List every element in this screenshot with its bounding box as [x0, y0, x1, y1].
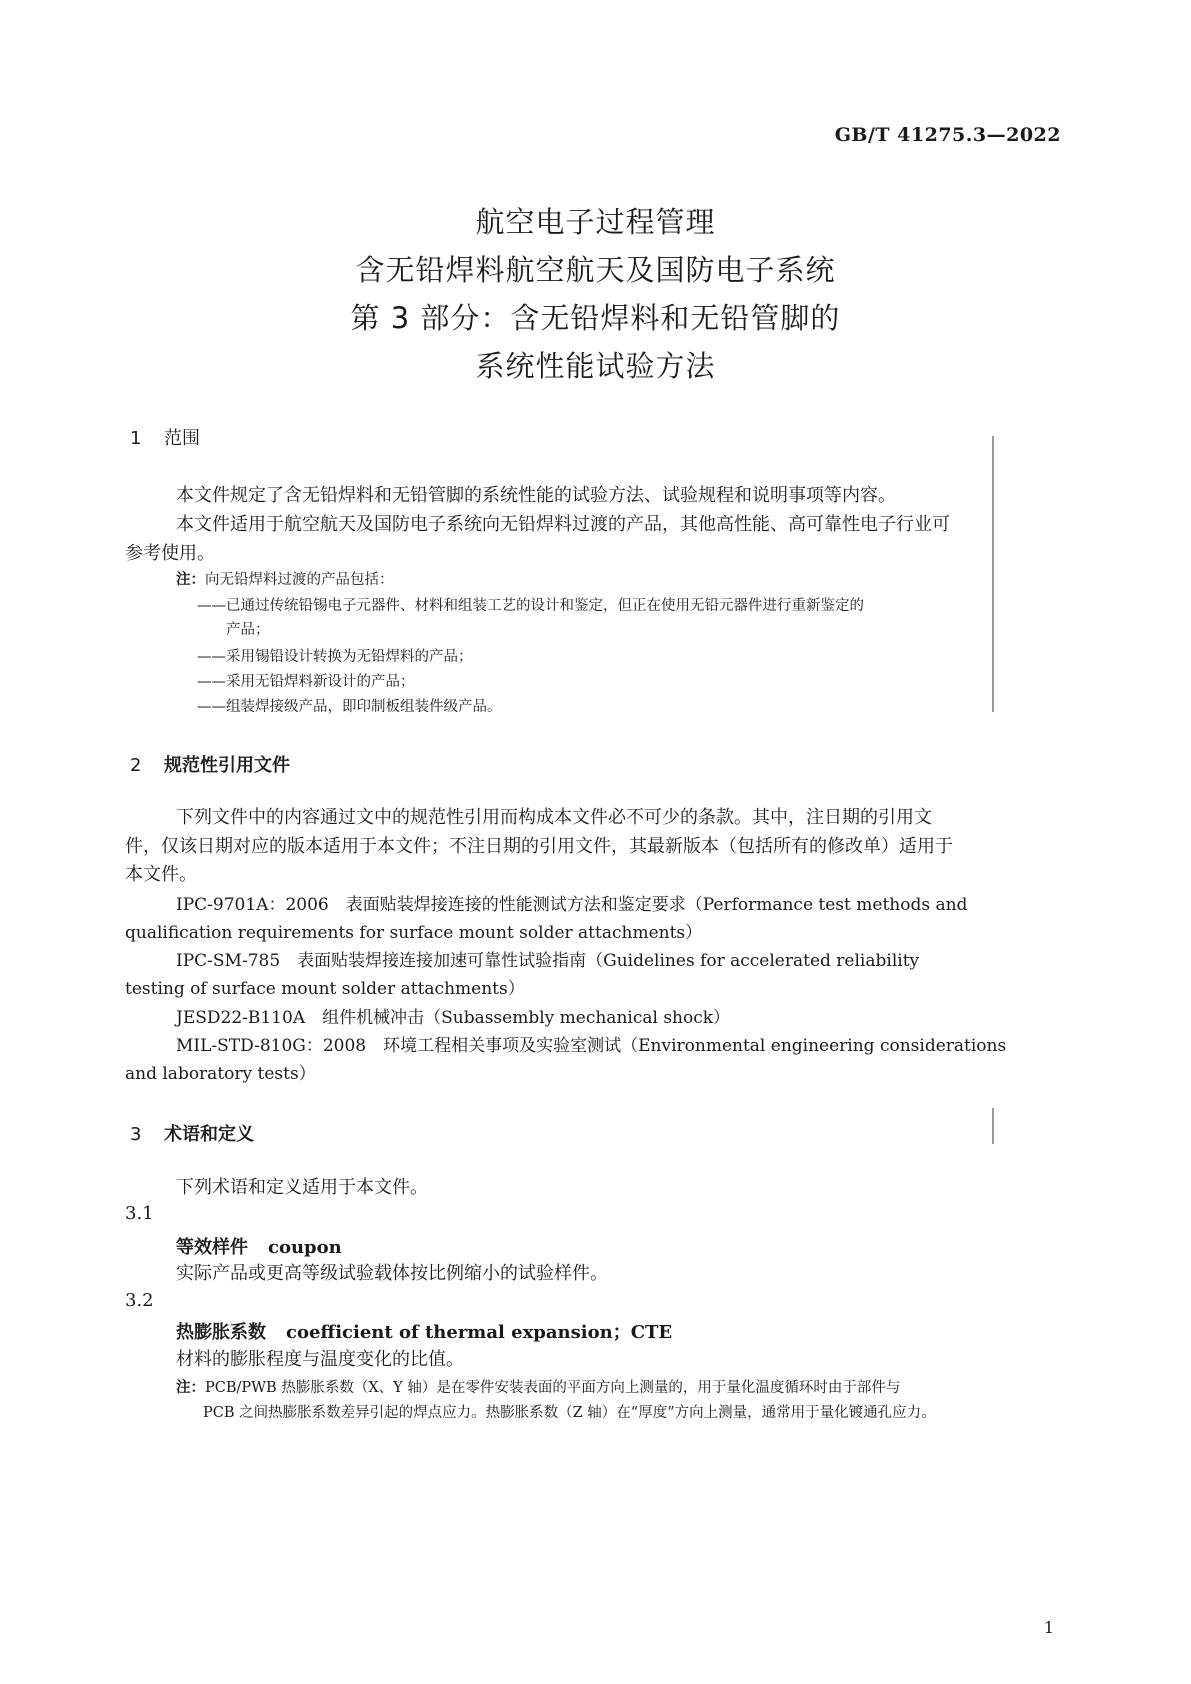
ref-4-b: and laboratory tests） — [125, 1064, 316, 1084]
section-1-para-2b: 参考使用。 — [125, 543, 215, 564]
ref-2-a: IPC-SM-785 表面贴装焊接连接加速可靠性试验指南（Guidelines for accelerated reliability — [176, 951, 920, 971]
ref-2-b: testing of surface mount solder attachments） — [125, 979, 525, 999]
term-2-definition: 材料的膨胀程度与温度变化的比值。 — [176, 1349, 464, 1370]
note-item-1: ——已通过传统铅锡电子元器件、材料和组装工艺的设计和鉴定，但正在使用无铅元器件进行重新鉴定的 — [197, 598, 864, 614]
note-item-2: ——采用锡铅设计转换为无铅焊料的产品； — [197, 649, 473, 665]
note-item-3: ——采用无铅焊料新设计的产品； — [197, 674, 415, 690]
note-text: 向无铅焊料过渡的产品包括： — [205, 572, 394, 588]
note-item-1-cont: 产品； — [226, 622, 270, 638]
note-label: 注： — [176, 572, 205, 588]
title-line-2: 含无铅焊料航空航天及国防电子系统 — [355, 253, 836, 287]
note-item-4: ——组装焊接级产品，即印制板组装件级产品。 — [197, 699, 502, 715]
doc-title — [0, 198, 1191, 390]
term-1-heading — [176, 1233, 342, 1259]
ref-1-a: IPC-9701A：2006 表面贴装焊接连接的性能测试方法和鉴定要求（Performance test methods and — [176, 895, 968, 915]
page-number: 1 — [1043, 1618, 1054, 1637]
section-1-para-1: 本文件规定了含无铅焊料和无铅管脚的系统性能的试验方法、试验规程和说明事项等内容。 — [176, 485, 896, 506]
section-2-para-c: 本文件。 — [125, 864, 197, 885]
note-line-1: PCB/PWB 热膨胀系数（X、Y 轴）是在零件安装表面的平面方向上测量的，用于量化温度循环时由于部件与 — [205, 1380, 901, 1396]
section-3-heading — [130, 1120, 254, 1146]
term-2-heading — [176, 1318, 672, 1344]
title-line-4: 系统性能试验方法 — [475, 349, 716, 383]
section-1-para-2a: 本文件适用于航空航天及国防电子系统向无铅焊料过渡的产品，其他高性能、高可靠性电子行业可 — [176, 514, 950, 535]
section-3-intro: 下列术语和定义适用于本文件。 — [176, 1177, 428, 1198]
standard-code: GB/T 41275.3—2022 — [834, 124, 1061, 146]
section-2-title: 规范性引用文件 — [164, 755, 290, 776]
ref-4-a: MIL-STD-810G：2008 环境工程相关事项及实验室测试（Environmental engineering considerations — [176, 1036, 1007, 1056]
section-1-note — [176, 568, 394, 593]
title-line-1: 航空电子过程管理 — [475, 205, 716, 239]
section-2-heading — [130, 751, 290, 777]
note-line-2: PCB 之间热膨胀系数差异引起的焊点应力。热膨胀系数（Z 轴）在“厚度”方向上测量，通常用于量化镀通孔应力。 — [203, 1405, 936, 1421]
section-3-note — [176, 1376, 900, 1401]
change-bar — [992, 1108, 994, 1144]
section-3-title: 术语和定义 — [164, 1124, 254, 1145]
ref-3-a: JESD22-B110A 组件机械冲击（Subassembly mechanical shock） — [176, 1008, 731, 1028]
term-1-definition: 实际产品或更高等级试验载体按比例缩小的试验样件。 — [176, 1263, 608, 1284]
change-bar — [992, 436, 994, 712]
section-3-number: 3 — [130, 1124, 142, 1145]
note-label: 注： — [176, 1380, 205, 1396]
section-2-para-a: 下列文件中的内容通过文中的规范性引用而构成本文件必不可少的条款。其中，注日期的引用文 — [176, 807, 932, 828]
section-2-number: 2 — [130, 755, 142, 776]
term-2-en: coefficient of thermal expansion；CTE — [286, 1322, 673, 1343]
term-1-zh: 等效样件 — [176, 1237, 248, 1258]
term-2-number: 3.2 — [125, 1290, 154, 1311]
term-1-en: coupon — [268, 1237, 342, 1258]
title-line-3: 第 3 部分：含无铅焊料和无铅管脚的 — [350, 301, 841, 335]
ref-1-b: qualification requirements for surface mount solder attachments） — [125, 923, 703, 943]
section-1-title: 范围 — [164, 428, 200, 449]
term-1-number: 3.1 — [125, 1203, 154, 1224]
section-1-heading — [130, 424, 200, 450]
section-1-number: 1 — [130, 428, 142, 449]
term-2-zh: 热膨胀系数 — [176, 1322, 266, 1343]
section-2-para-b: 件，仅该日期对应的版本适用于本文件；不注日期的引用文件，其最新版本（包括所有的修改单）适用于 — [125, 836, 953, 857]
